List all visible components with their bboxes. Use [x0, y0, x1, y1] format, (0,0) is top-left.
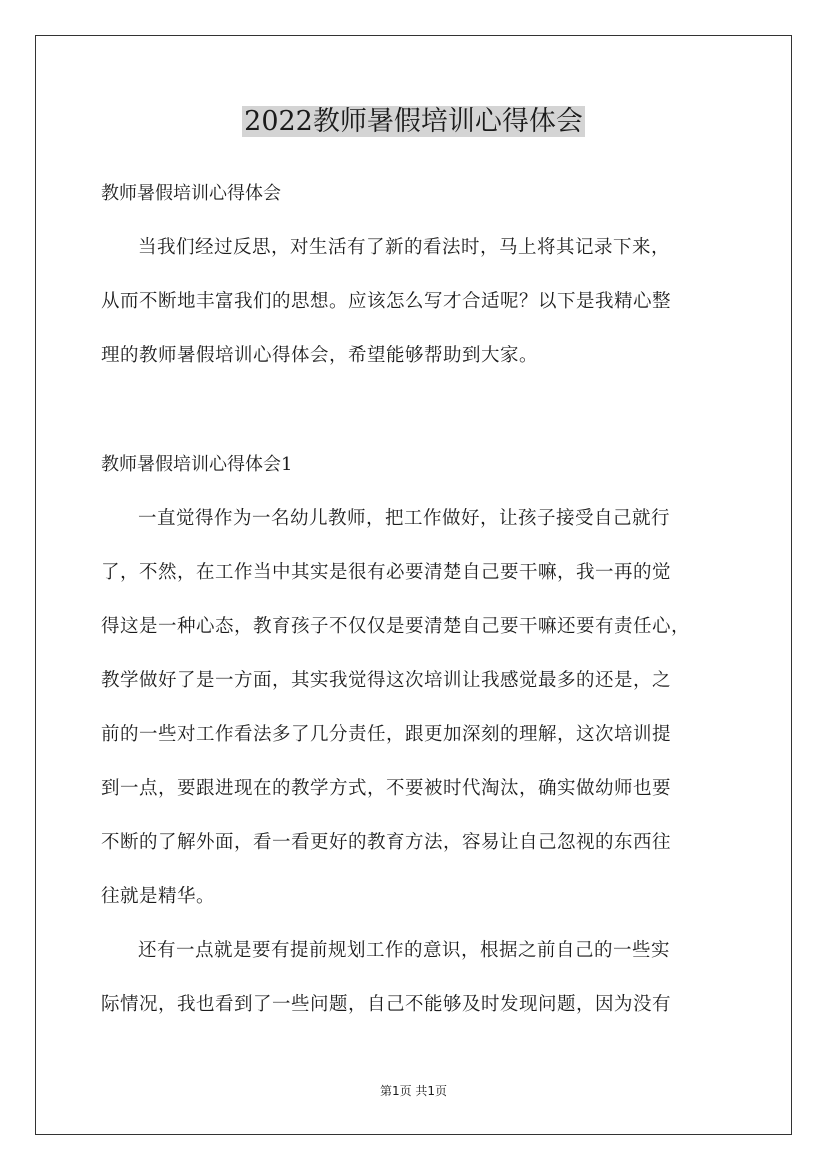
- paragraph1-line-8: 往就是精华。: [101, 886, 216, 907]
- paragraph2-line-1: 还有一点就是要有提前规划工作的意识，根据之前自己的一些实: [138, 940, 671, 961]
- paragraph1-line-3: 得这是一种心态，教育孩子不仅仅是要清楚自己要干嘛还要有责任心，: [101, 616, 691, 637]
- paragraph1-line-2: 了，不然，在工作当中其实是很有必要清楚自己要干嘛，我一再的觉: [101, 562, 672, 583]
- document-subtitle: 教师暑假培训心得体会: [101, 183, 281, 204]
- intro-line-3: 理的教师暑假培训心得体会，希望能够帮助到大家。: [101, 345, 539, 366]
- paragraph1-line-6: 到一点，要跟进现在的教学方式，不要被时代淘汰，确实做幼师也要: [101, 778, 672, 799]
- paragraph1-line-7: 不断的了解外面，看一看更好的教育方法，容易让自己忽视的东西往: [101, 832, 672, 853]
- page-footer: 第1页 共1页: [379, 1084, 448, 1098]
- paragraph1-line-5: 前的一些对工作看法多了几分责任，跟更加深刻的理解，这次培训提: [101, 724, 672, 745]
- document-title-text: 2022教师暑假培训心得体会: [244, 106, 583, 137]
- intro-line-2: 从而不断地丰富我们的思想。应该怎么写才合适呢？以下是我精心整: [101, 291, 672, 312]
- section1-heading: 教师暑假培训心得体会1: [101, 454, 293, 475]
- paragraph1-line-4: 教学做好了是一方面，其实我觉得这次培训让我感觉最多的还是，之: [101, 670, 672, 691]
- paragraph2-line-2: 际情况，我也看到了一些问题，自己不能够及时发现问题，因为没有: [101, 994, 672, 1015]
- paragraph1-line-1: 一直觉得作为一名幼儿教师，把工作做好，让孩子接受自己就行: [138, 508, 671, 529]
- document-title: [0, 100, 827, 144]
- intro-line-1: 当我们经过反思，对生活有了新的看法时，马上将其记录下来，: [138, 237, 671, 258]
